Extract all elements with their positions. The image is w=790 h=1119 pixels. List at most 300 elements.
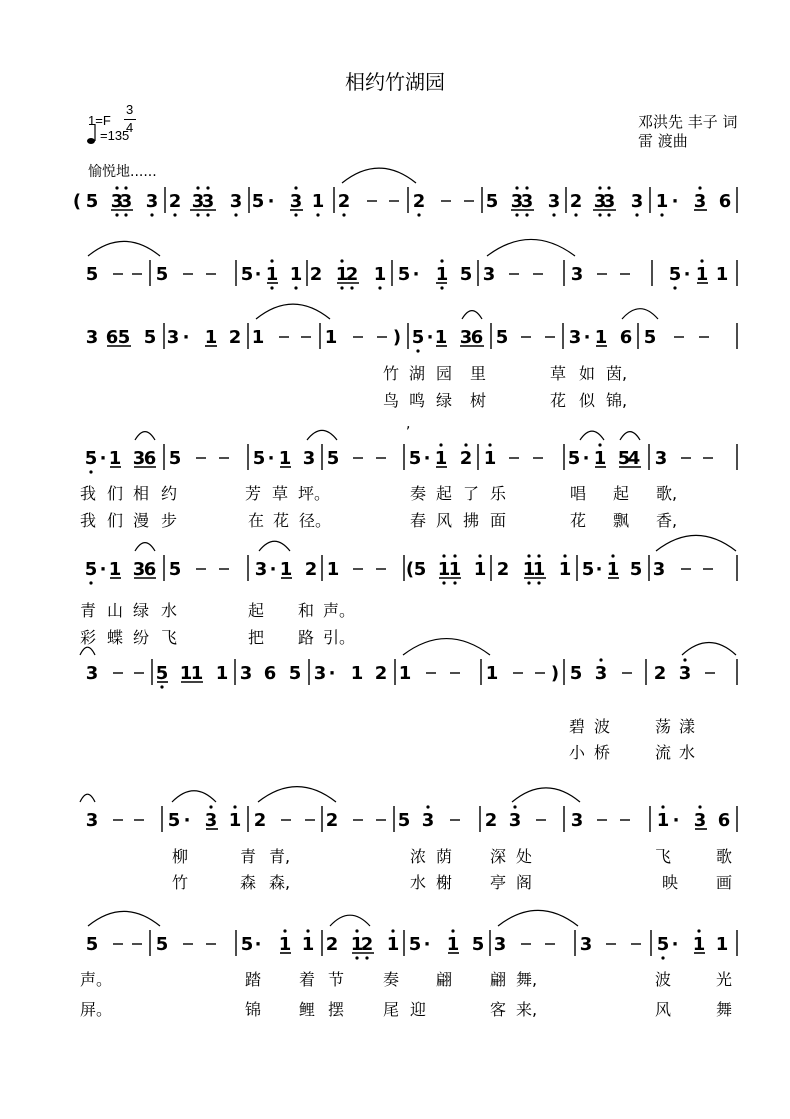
note: · <box>582 448 590 469</box>
lyric-syllable: 翩 <box>436 970 453 989</box>
slur <box>656 535 736 551</box>
note: 1 <box>386 934 400 955</box>
lyric-syllable: 小 <box>569 743 586 762</box>
high-octave-dot <box>306 929 309 932</box>
lyric-syllable: 荡 <box>655 717 672 736</box>
note: 3 <box>254 559 268 580</box>
note: 2 <box>345 264 359 285</box>
lyric-syllable: 尾 <box>383 1000 400 1019</box>
low-octave-dot <box>340 286 343 289</box>
note: 3 <box>482 264 496 285</box>
high-octave-dot <box>340 259 343 262</box>
note: 1 <box>656 810 670 831</box>
note: · <box>99 559 107 580</box>
note: 6 <box>143 448 157 469</box>
lyric-syllable: 飘 <box>613 511 630 530</box>
note: 3 <box>145 191 159 212</box>
lyric-syllable: 画 <box>716 873 733 892</box>
note: 5 <box>84 559 98 580</box>
high-octave-dot <box>426 805 429 808</box>
note: 3 <box>693 810 707 831</box>
note: · <box>328 663 336 684</box>
low-octave-dot <box>316 213 319 216</box>
note: 1 <box>692 934 706 955</box>
note: 3 <box>85 663 99 684</box>
lyric-syllable: 路 <box>298 628 315 647</box>
lyric-syllable: 水 <box>410 873 427 892</box>
note: 5 <box>252 448 266 469</box>
lyric-syllable: 彩 <box>80 628 97 647</box>
note: 1 <box>532 559 546 580</box>
key-signature: 1=F <box>88 113 111 128</box>
note: 2 <box>253 810 267 831</box>
note: 5 <box>85 191 99 212</box>
low-octave-dot <box>350 286 353 289</box>
note: 3 <box>493 934 507 955</box>
lyric-syllable: 春 <box>410 511 427 530</box>
note: 5 <box>251 191 265 212</box>
high-octave-dot <box>599 658 602 661</box>
lyric-syllable: 波 <box>594 717 611 736</box>
lyric-syllable: 桥 <box>594 743 611 762</box>
lyric-syllable: 风 <box>655 1000 672 1019</box>
note: 1 <box>483 448 497 469</box>
note: 6 <box>105 327 119 348</box>
note: 1 <box>279 559 293 580</box>
lyric-syllable: 奏 <box>410 484 427 503</box>
note: 2 <box>412 191 426 212</box>
note: 1 <box>485 663 499 684</box>
note: 5 <box>397 264 411 285</box>
note: 3 <box>239 663 253 684</box>
note: · <box>183 810 191 831</box>
lyric-syllable: 锦 <box>245 1000 262 1019</box>
lyric-syllable: 森, <box>269 873 291 892</box>
lyric-syllable: 树 <box>470 391 487 410</box>
note: 3 <box>630 191 644 212</box>
note: 2 <box>337 191 351 212</box>
lyric-syllable: 花 <box>570 511 587 530</box>
note: 3 <box>459 327 473 348</box>
lyric-syllable: 波 <box>655 970 672 989</box>
lyric-syllable: 摆 <box>328 1000 345 1019</box>
note: 3 <box>602 191 616 212</box>
note: 3 <box>421 810 435 831</box>
note: 5 <box>567 448 581 469</box>
low-octave-dot <box>160 685 163 688</box>
note: 3 <box>313 663 327 684</box>
lyric-syllable: 湖 <box>409 364 426 383</box>
lyric-syllable: 坪。 <box>298 484 331 503</box>
lyric-syllable: 芳 <box>245 484 262 503</box>
note: 5 <box>569 663 583 684</box>
lyric-syllable: 歌 <box>716 847 733 866</box>
note: 1 <box>715 264 729 285</box>
note: 3 <box>570 810 584 831</box>
lyric-syllable: 深 <box>490 847 507 866</box>
note: 2 <box>309 264 323 285</box>
note: 5 <box>485 191 499 212</box>
note: 3 <box>85 327 99 348</box>
note: 1 <box>301 934 315 955</box>
slur <box>135 543 155 551</box>
note: 3 <box>654 448 668 469</box>
low-octave-dot <box>440 286 443 289</box>
high-octave-dot <box>513 805 516 808</box>
note: 2 <box>304 559 318 580</box>
slur <box>259 541 290 551</box>
lyric-syllable: 花 <box>550 391 567 410</box>
note: 5 <box>288 663 302 684</box>
note: 1 <box>251 327 265 348</box>
note: 1 <box>278 448 292 469</box>
note: 3 <box>119 191 133 212</box>
note: 1 <box>108 448 122 469</box>
note: 1 <box>437 559 451 580</box>
note: 4 <box>627 448 641 469</box>
note: 3 <box>508 810 522 831</box>
lyric-syllable: 了 <box>463 484 480 503</box>
lyric-syllable: 纷 <box>133 628 150 647</box>
high-octave-dot <box>697 929 700 932</box>
lyric-syllable: 舞 <box>716 1000 733 1019</box>
high-octave-dot <box>124 186 127 189</box>
low-octave-dot <box>270 286 273 289</box>
lyric-syllable: 草 <box>550 364 567 383</box>
low-octave-dot <box>552 213 555 216</box>
lyric-syllable: 蝶 <box>107 628 124 647</box>
lyric-syllable: 们 <box>107 511 124 530</box>
lyric-syllable: 锦, <box>606 391 628 410</box>
high-octave-dot <box>115 186 118 189</box>
note: 5 <box>495 327 509 348</box>
note: 5 <box>240 934 254 955</box>
note: 5 <box>155 934 169 955</box>
note: 3 <box>678 663 692 684</box>
note: 1 <box>473 559 487 580</box>
note: ( <box>405 559 415 580</box>
high-octave-dot <box>598 443 601 446</box>
low-octave-dot <box>294 213 297 216</box>
note: 1 <box>373 264 387 285</box>
lyric-syllable: 奏 <box>383 970 400 989</box>
lyric-syllable: 竹 <box>172 873 189 892</box>
note: 5 <box>240 264 254 285</box>
slur <box>256 304 330 319</box>
low-octave-dot <box>342 213 345 216</box>
low-octave-dot <box>355 956 358 959</box>
lyric-syllable: 引。 <box>323 628 356 647</box>
note: 1 <box>655 191 669 212</box>
note: 6 <box>619 327 633 348</box>
lyric-syllable: 来, <box>516 1000 538 1019</box>
lyric-syllable: 起 <box>436 484 453 503</box>
high-octave-dot <box>451 929 454 932</box>
note: · <box>595 559 603 580</box>
slur <box>135 432 155 440</box>
note: 1 <box>278 934 292 955</box>
note: 5 <box>668 264 682 285</box>
note: 2 <box>360 934 374 955</box>
note: · <box>254 934 262 955</box>
note: 5 <box>155 264 169 285</box>
lyric-syllable: 青 <box>80 601 97 620</box>
note: 2 <box>653 663 667 684</box>
lyric-syllable: 柳 <box>172 847 189 866</box>
note: 3 <box>289 191 303 212</box>
note: 3 <box>204 810 218 831</box>
low-octave-dot <box>525 213 528 216</box>
slur <box>88 241 160 256</box>
note: 5 <box>143 327 157 348</box>
low-octave-dot <box>453 581 456 584</box>
slur <box>620 432 640 440</box>
lyric-syllable: 青 <box>240 847 257 866</box>
note: 3 <box>132 448 146 469</box>
high-octave-dot <box>488 443 491 446</box>
note: 1 <box>593 448 607 469</box>
note: ) <box>550 663 560 684</box>
note: 3 <box>110 191 124 212</box>
note: 3 <box>510 191 524 212</box>
song-title: 相约竹湖园 <box>345 70 445 94</box>
slur <box>80 647 95 655</box>
lyric-syllable: 鲤 <box>299 1000 316 1019</box>
note: 5 <box>471 934 485 955</box>
note: · <box>267 448 275 469</box>
note: 5 <box>459 264 473 285</box>
time-signature-numerator: 3 <box>126 102 134 117</box>
high-octave-dot <box>698 186 701 189</box>
note: 3 <box>652 559 666 580</box>
low-octave-dot <box>574 213 577 216</box>
lyric-syllable: 飞 <box>655 847 672 866</box>
high-octave-dot <box>355 929 358 932</box>
lyric-syllable: 着 <box>299 970 316 989</box>
note: 2 <box>374 663 388 684</box>
note: ( <box>72 191 82 212</box>
low-octave-dot <box>635 213 638 216</box>
lyric-syllable: 浓 <box>410 847 427 866</box>
lyric-syllable: 步 <box>161 511 178 530</box>
lyric-syllable: 径。 <box>299 511 332 530</box>
note: 1 <box>398 663 412 684</box>
slur <box>307 430 337 440</box>
low-octave-dot <box>89 470 92 473</box>
note: 3 <box>132 559 146 580</box>
note: 5 <box>408 934 422 955</box>
low-octave-dot <box>173 213 176 216</box>
lyric-syllable: 绿 <box>133 601 150 620</box>
note: 2 <box>228 327 242 348</box>
note: 6 <box>717 810 731 831</box>
lyric-syllable: 香, <box>656 511 678 530</box>
lyric-syllable: 相 <box>133 484 150 503</box>
lyric-syllable: 和 <box>298 601 315 620</box>
low-octave-dot <box>294 286 297 289</box>
slur <box>498 910 578 926</box>
lyric-syllable: 起 <box>248 601 265 620</box>
high-octave-dot <box>478 554 481 557</box>
low-octave-dot <box>527 581 530 584</box>
note: 6 <box>718 191 732 212</box>
note: · <box>182 327 190 348</box>
note: 5 <box>168 559 182 580</box>
note: · <box>423 934 431 955</box>
high-octave-dot <box>464 443 467 446</box>
low-octave-dot <box>416 349 419 352</box>
slur <box>403 639 490 655</box>
note: 5 <box>397 810 411 831</box>
note: 2 <box>496 559 510 580</box>
slur <box>172 791 216 802</box>
note: 1 <box>326 559 340 580</box>
note: 5 <box>326 448 340 469</box>
note: 1 <box>179 663 193 684</box>
note: 6 <box>143 559 157 580</box>
note: 1 <box>204 327 218 348</box>
note: 1 <box>558 559 572 580</box>
note: 3 <box>166 327 180 348</box>
note: 1 <box>324 327 338 348</box>
high-octave-dot <box>209 805 212 808</box>
high-octave-dot <box>661 805 664 808</box>
high-octave-dot <box>453 554 456 557</box>
note: 5 <box>84 448 98 469</box>
high-octave-dot <box>515 186 518 189</box>
slur <box>682 643 736 655</box>
note: 2 <box>325 810 339 831</box>
note: · <box>99 448 107 469</box>
note: 5 <box>85 934 99 955</box>
note: · <box>683 264 691 285</box>
note: · <box>583 327 591 348</box>
high-octave-dot <box>283 929 286 932</box>
note: 1 <box>446 934 460 955</box>
lyric-syllable: 节 <box>328 970 345 989</box>
note: 1 <box>522 559 536 580</box>
note: · <box>426 327 434 348</box>
low-octave-dot <box>365 956 368 959</box>
lyric-syllable: 我 <box>80 484 97 503</box>
note: 3 <box>579 934 593 955</box>
high-octave-dot <box>563 554 566 557</box>
high-octave-dot <box>439 443 442 446</box>
lyric-syllable: 里 <box>470 364 487 383</box>
note: 5 <box>117 327 131 348</box>
note: 5 <box>656 934 670 955</box>
note: 5 <box>168 448 182 469</box>
lyric-syllable: 约 <box>161 484 178 503</box>
note: · <box>254 264 262 285</box>
breath-mark: , <box>406 416 411 432</box>
low-octave-dot <box>515 213 518 216</box>
slur <box>88 911 160 926</box>
note: · <box>412 264 420 285</box>
lyric-syllable: 鸣 <box>409 391 426 410</box>
note: · <box>671 191 679 212</box>
lyric-syllable: 漾 <box>679 717 696 736</box>
note: · <box>671 934 679 955</box>
lyric-syllable: 迎 <box>410 1000 427 1019</box>
lyricist-credit: 邓洪先 丰子 词 <box>638 113 738 131</box>
slur <box>258 787 336 802</box>
note: 5 <box>629 559 643 580</box>
high-octave-dot <box>391 929 394 932</box>
low-octave-dot <box>537 581 540 584</box>
note: · <box>672 810 680 831</box>
note: 1 <box>350 663 364 684</box>
lyric-syllable: 踏 <box>245 970 262 989</box>
high-octave-dot <box>683 658 686 661</box>
low-octave-dot <box>378 286 381 289</box>
lyric-syllable: 翩 <box>490 970 507 989</box>
note: · <box>269 559 277 580</box>
lyric-syllable: 山 <box>107 601 124 620</box>
note: 3 <box>693 191 707 212</box>
note: 1 <box>289 264 303 285</box>
high-octave-dot <box>440 259 443 262</box>
lyric-syllable: 竹 <box>383 364 400 383</box>
lyric-syllable: 舞, <box>516 970 538 989</box>
note: 5 <box>85 264 99 285</box>
note: 3 <box>229 191 243 212</box>
expression-marking: 愉悦地...... <box>88 164 157 180</box>
lyric-syllable: 花 <box>273 511 290 530</box>
lyric-syllable: 声。 <box>80 970 113 989</box>
note: 3 <box>568 327 582 348</box>
lyric-syllable: 歌, <box>656 484 678 503</box>
lyric-syllable: 水 <box>161 601 178 620</box>
note: 1 <box>695 264 709 285</box>
high-octave-dot <box>270 259 273 262</box>
lyric-syllable: 茵, <box>606 364 628 383</box>
note: 3 <box>594 663 608 684</box>
tempo-marking: =135 <box>100 128 130 143</box>
lyric-syllable: 如 <box>579 364 596 383</box>
note: 1 <box>190 663 204 684</box>
note: 3 <box>191 191 205 212</box>
high-octave-dot <box>598 186 601 189</box>
lyric-syllable: 水 <box>679 743 696 762</box>
note: 5 <box>408 448 422 469</box>
note: 5 <box>581 559 595 580</box>
high-octave-dot <box>233 805 236 808</box>
lyric-syllable: 拂 <box>463 511 480 530</box>
high-octave-dot <box>525 186 528 189</box>
low-octave-dot <box>607 213 610 216</box>
note: 1 <box>350 934 364 955</box>
lyric-syllable: 声。 <box>323 601 356 620</box>
note: 3 <box>302 448 316 469</box>
note: 2 <box>325 934 339 955</box>
note: 2 <box>459 448 473 469</box>
lyric-syllable: 处 <box>516 847 533 866</box>
high-octave-dot <box>607 186 610 189</box>
note: 5 <box>155 663 169 684</box>
note: 2 <box>569 191 583 212</box>
high-octave-dot <box>527 554 530 557</box>
lyric-syllable: 流 <box>655 743 672 762</box>
time-signature-denominator: 4 <box>126 120 134 135</box>
note: 3 <box>201 191 215 212</box>
lyric-syllable: 们 <box>107 484 124 503</box>
high-octave-dot <box>611 554 614 557</box>
lyric-syllable: 森 <box>240 873 257 892</box>
lyric-syllable: 榭 <box>436 873 453 892</box>
note: 5 <box>617 448 631 469</box>
lyric-syllable: 我 <box>80 511 97 530</box>
